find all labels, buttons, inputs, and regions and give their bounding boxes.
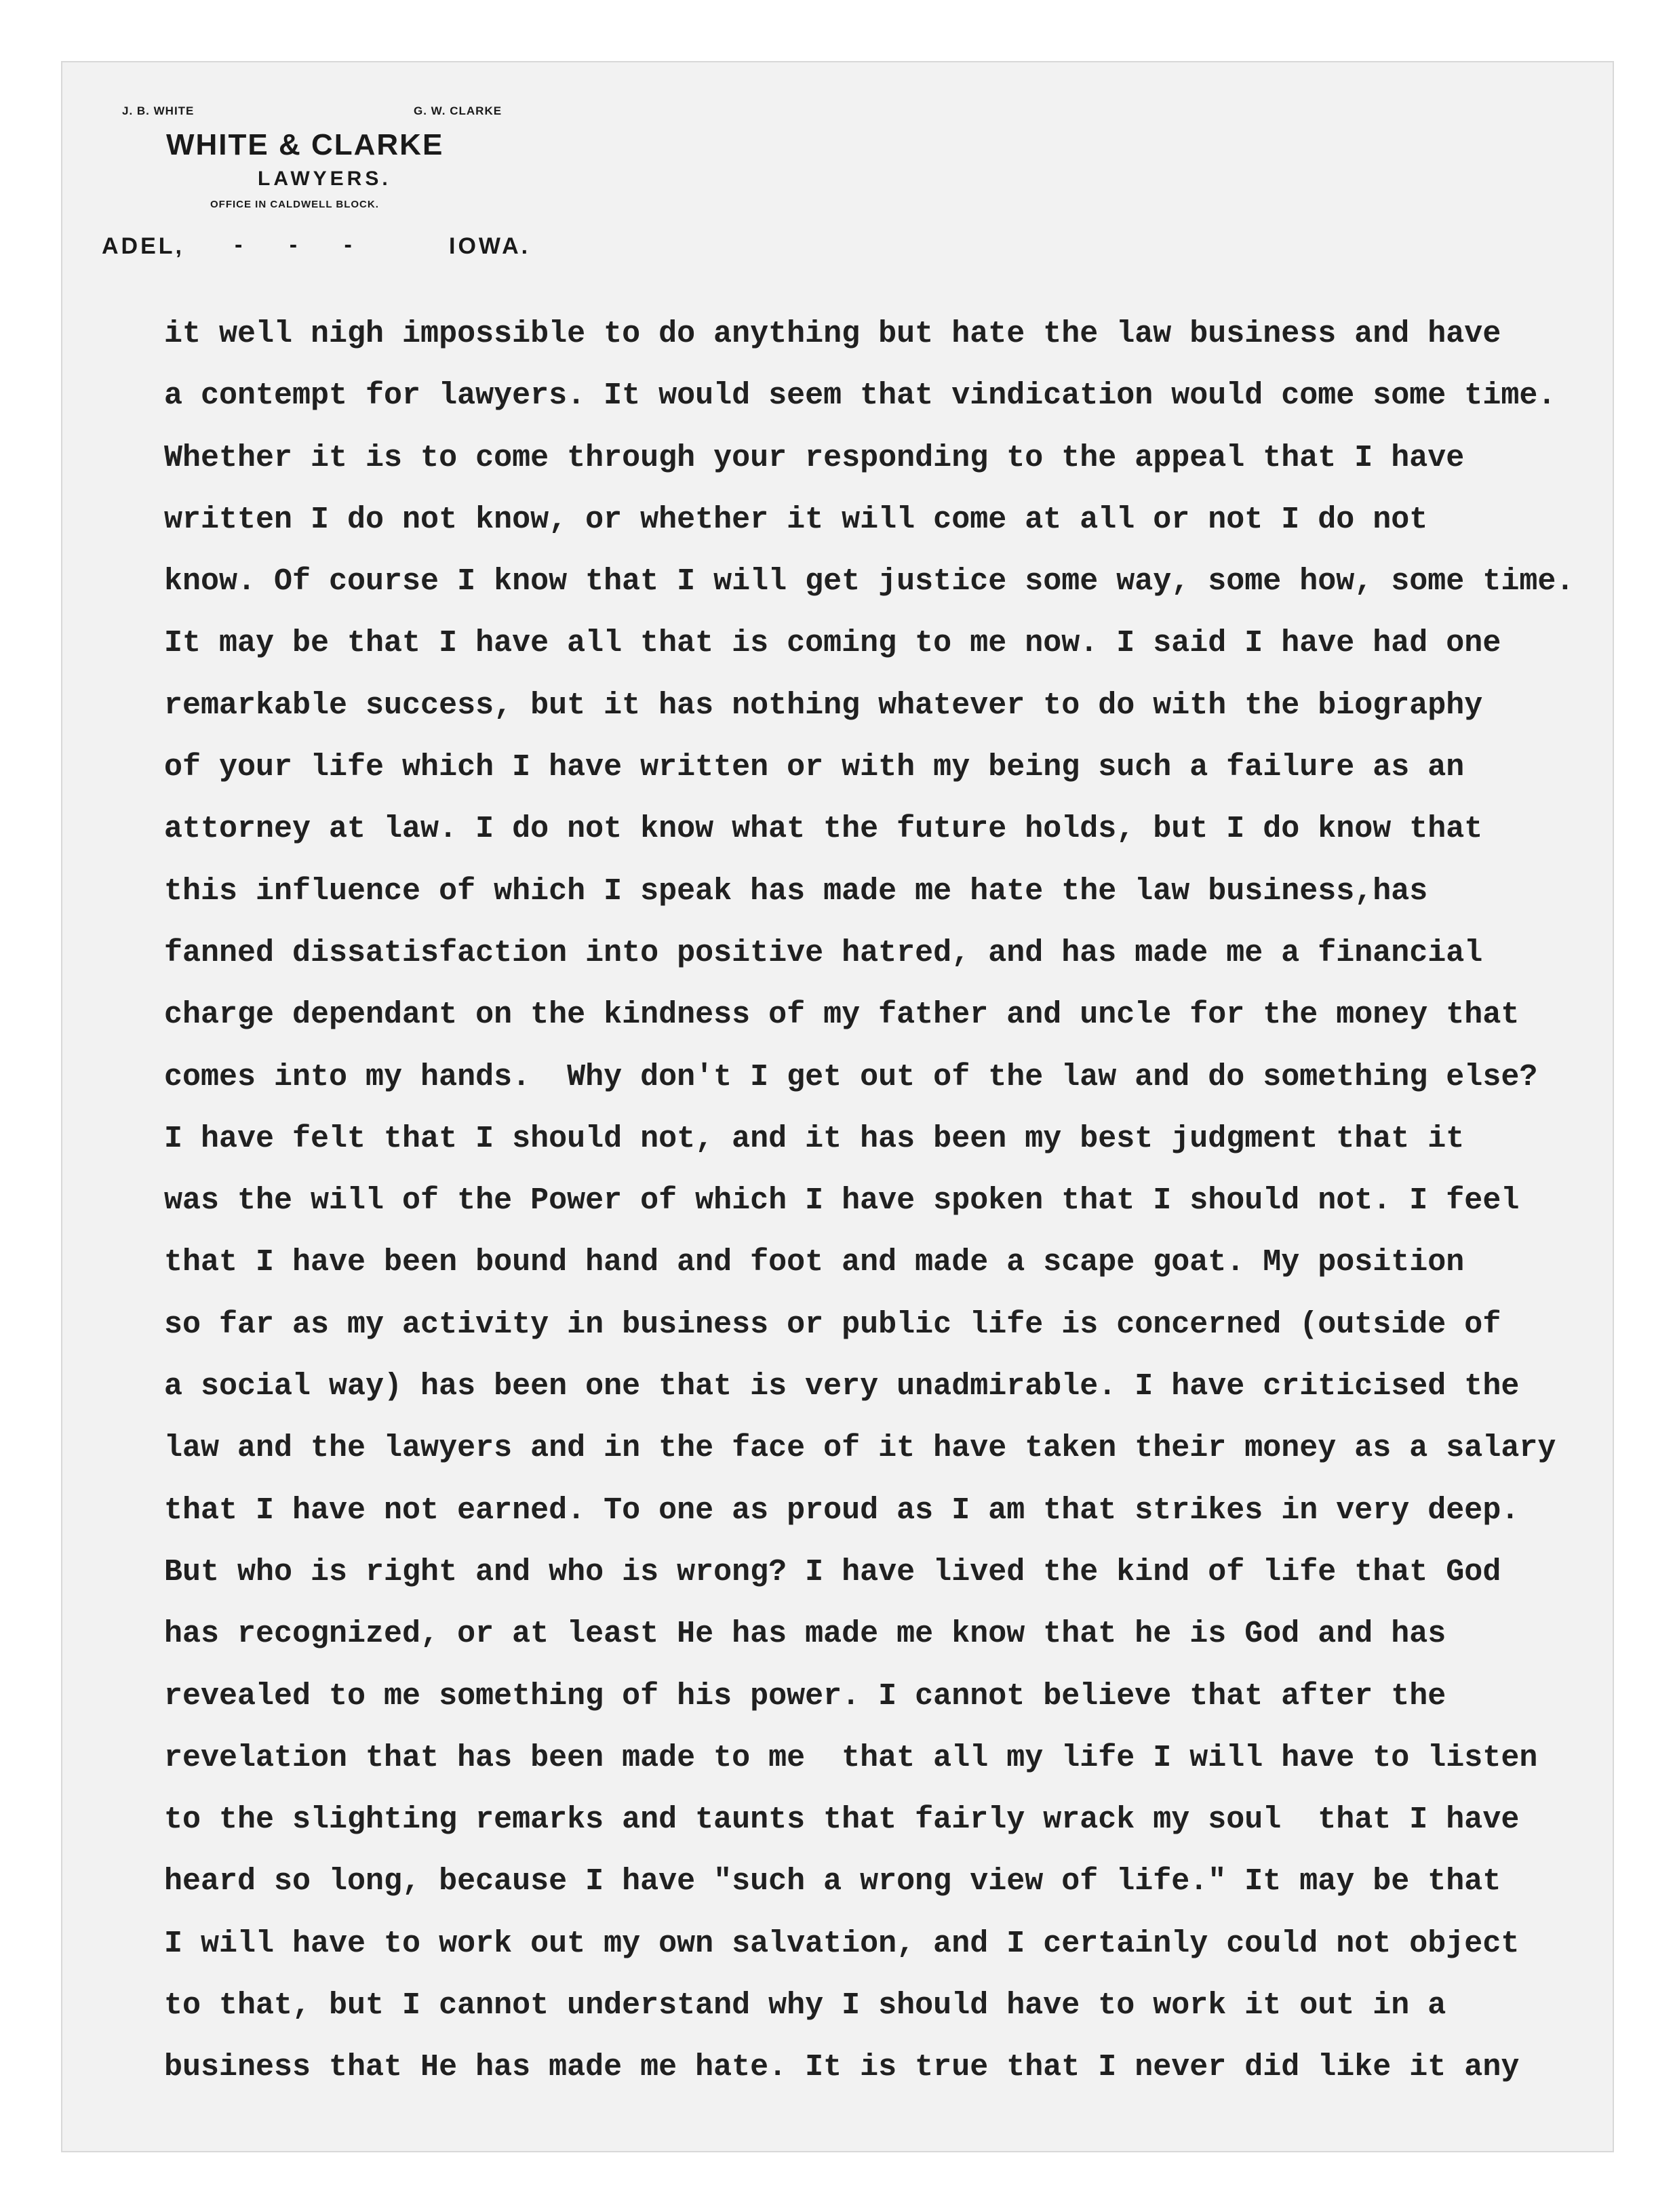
- body-line: written I do not know, or whether it will come at all or not I do not: [164, 502, 1428, 537]
- body-line: heard so long, because I have "such a wrong view of life." It may be that: [164, 1864, 1501, 1899]
- body-line: comes into my hands. Why don't I get out of the law and do something else?: [164, 1059, 1538, 1094]
- body-line: was the will of the Power of which I have spoken that I should not. I feel: [164, 1183, 1520, 1219]
- partner-names: [102, 104, 549, 126]
- body-line: to that, but I cannot understand why I should have to work it out in a: [164, 1988, 1446, 2023]
- body-line: attorney at law. I do not know what the future holds, but I do know that: [164, 812, 1483, 847]
- location-dashes: - - -: [235, 232, 372, 258]
- body-line: I will have to work out my own salvation, and I certainly could not object: [164, 1926, 1520, 1961]
- body-line: remarkable success, but it has nothing whatever to do with the biography: [164, 688, 1483, 723]
- partner-left: J. B. WHITE: [122, 104, 195, 117]
- body-line: Whether it is to come through your responding to the appeal that I have: [164, 440, 1465, 475]
- body-line: But who is right and who is wrong? I have lived the kind of life that God: [164, 1554, 1501, 1589]
- city: ADEL,: [102, 233, 184, 259]
- body-line: fanned dissatisfaction into positive hatred, and has made me a financial: [164, 935, 1483, 970]
- body-line: that I have been bound hand and foot and made a scape goat. My position: [164, 1245, 1465, 1280]
- state: IOWA.: [449, 233, 531, 259]
- body-line: know. Of course I know that I will get justice some way, some how, some time.: [164, 564, 1575, 599]
- body-line: business that He has made me hate. It is true that I never did like it any: [164, 2050, 1520, 2085]
- body-line: revelation that has been made to me that all my life I will have to listen: [164, 1740, 1538, 1775]
- location: [102, 225, 549, 273]
- body-line: a social way) has been one that is very unadmirable. I have criticised the: [164, 1369, 1520, 1404]
- body-line: so far as my activity in business or public life is concerned (outside of: [164, 1307, 1501, 1342]
- body-line: I have felt that I should not, and it has been my best judgment that it: [164, 1121, 1465, 1156]
- body-line: charge dependant on the kindness of my father and uncle for the money that: [164, 998, 1520, 1033]
- partner-right: G. W. CLARKE: [414, 104, 502, 117]
- letter-page: [62, 62, 1613, 2151]
- body-line: to the slighting remarks and taunts that fairly wrack my soul that I have: [164, 1802, 1520, 1838]
- firm-name: WHITE & CLARKE: [166, 128, 444, 161]
- body-line: this influence of which I speak has made me hate the law business,has: [164, 873, 1428, 909]
- office-address: OFFICE IN CALDWELL BLOCK.: [210, 199, 379, 210]
- body-line: it well nigh impossible to do anything but hate the law business and have: [164, 317, 1501, 351]
- body-line: has recognized, or at least He has made me know that he is God and has: [164, 1617, 1446, 1652]
- body-line: that I have not earned. To one as proud as I am that strikes in very deep.: [164, 1493, 1520, 1528]
- profession: LAWYERS.: [258, 167, 391, 190]
- body-line: It may be that I have all that is coming to me now. I said I have had one: [164, 626, 1501, 661]
- body-line: a contempt for lawyers. It would seem that vindication would come some time.: [164, 378, 1556, 414]
- letter-body: [164, 303, 1588, 2099]
- body-line: of your life which I have written or with my being such a failure as an: [164, 750, 1465, 785]
- body-line: revealed to me something of his power. I cannot believe that after the: [164, 1678, 1446, 1714]
- body-line: law and the lawyers and in the face of it have taken their money as a salary: [164, 1431, 1556, 1466]
- letterhead: [102, 104, 549, 273]
